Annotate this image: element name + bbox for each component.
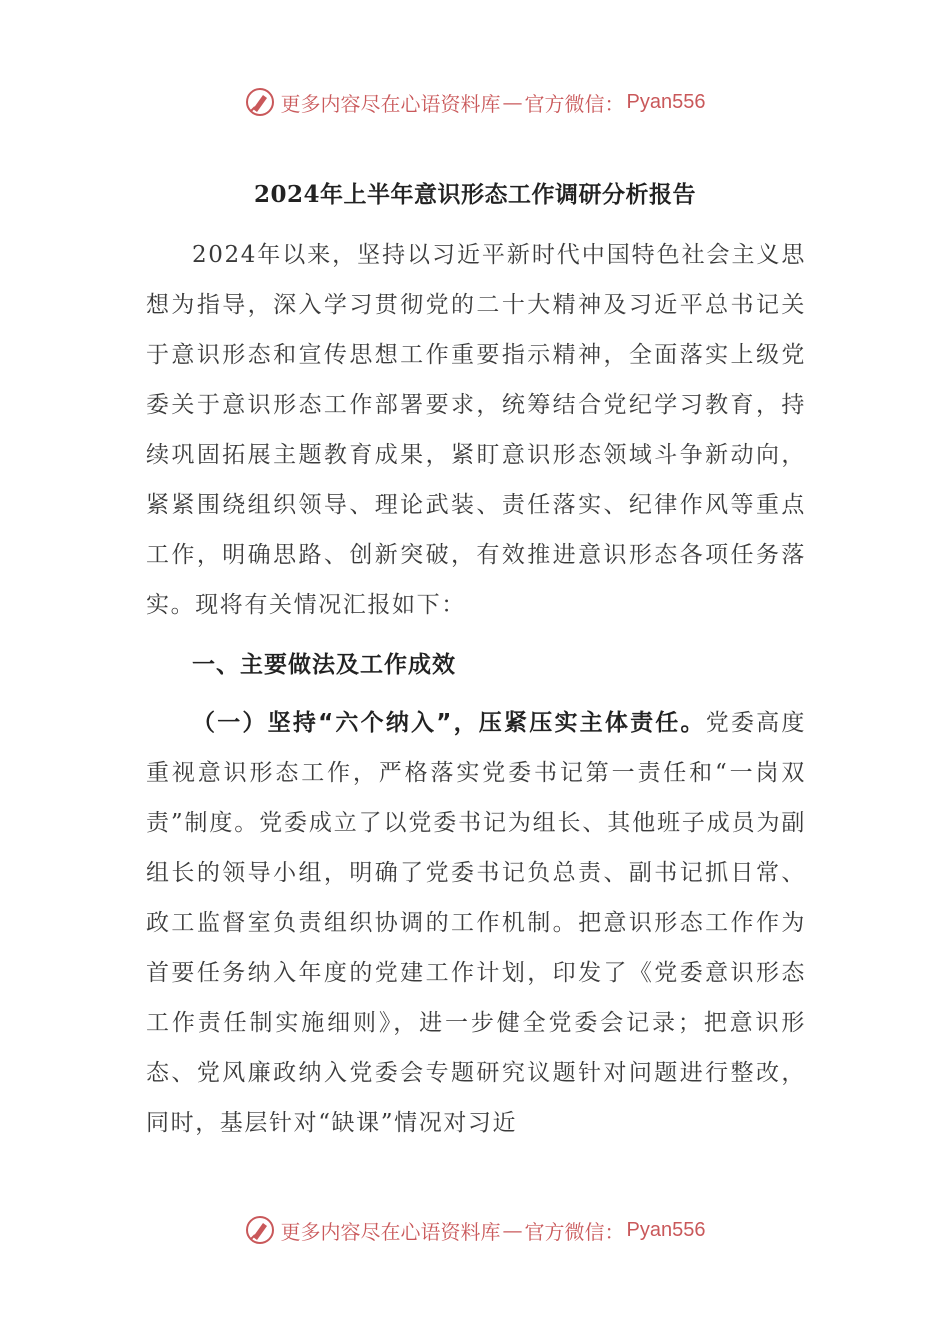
subsection-heading: （一）坚持“六个纳入”，压紧压实主体责任。 — [192, 710, 706, 736]
subsection-body: 党委高度重视意识形态工作，严格落实党委书记第一责任和“一岗双责”制度。党委成立了以党委书记为组长、其他班子成员为副组长的领导小组，明确了党委书记负总责、副书记抓日常、政工监督室负责组织协调的工作机制。把意识形态工作作为首要任务纳入年度的党建工作计划，印发了《党委意识形态工作责任制实施细则》，进一步健全党委会记录；把意识形态、党风廉政纳入党委会专题研究议题针对问题进行整改，同时，基层针对“缺课”情况对习近 — [146, 710, 806, 1136]
header-watermark-banner — [0, 82, 950, 122]
section-heading: 一、主要做法及工作成效 — [192, 652, 456, 678]
document-body — [146, 230, 806, 1148]
separator: — — [502, 1218, 523, 1242]
wechat-id: Pyan556 — [626, 1218, 706, 1241]
site-name: 更多内容尽在心语资料库 — [280, 1219, 501, 1244]
separator: — — [502, 90, 523, 114]
footer-watermark-banner — [0, 1210, 950, 1250]
wechat-label: 官方微信： — [524, 91, 625, 116]
pen-nib-logo-icon — [245, 87, 275, 117]
site-name: 更多内容尽在心语资料库 — [280, 91, 501, 116]
subsection-paragraph — [146, 698, 806, 1148]
pen-nib-logo-icon — [245, 1215, 275, 1245]
intro-paragraph: 2024年以来，坚持以习近平新时代中国特色社会主义思想为指导，深入学习贯彻党的二十大精神及习近平总书记关于意识形态和宣传思想工作重要指示精神，全面落实上级党委关于意识形态工作部署要求，统筹结合党纪学习教育，持续巩固拓展主题教育成果，紧盯意识形态领域斗争新动向，紧紧围绕组织领导、理论武装、责任落实、纪律作风等重点工作，明确思路、创新突破，有效推进意识形态各项任务落实。现将有关情况汇报如下： — [146, 242, 806, 618]
document-title: 2024年上半年意识形态工作调研分析报告 — [253, 181, 696, 208]
wechat-label: 官方微信： — [524, 1219, 625, 1244]
wechat-id: Pyan556 — [626, 90, 706, 113]
